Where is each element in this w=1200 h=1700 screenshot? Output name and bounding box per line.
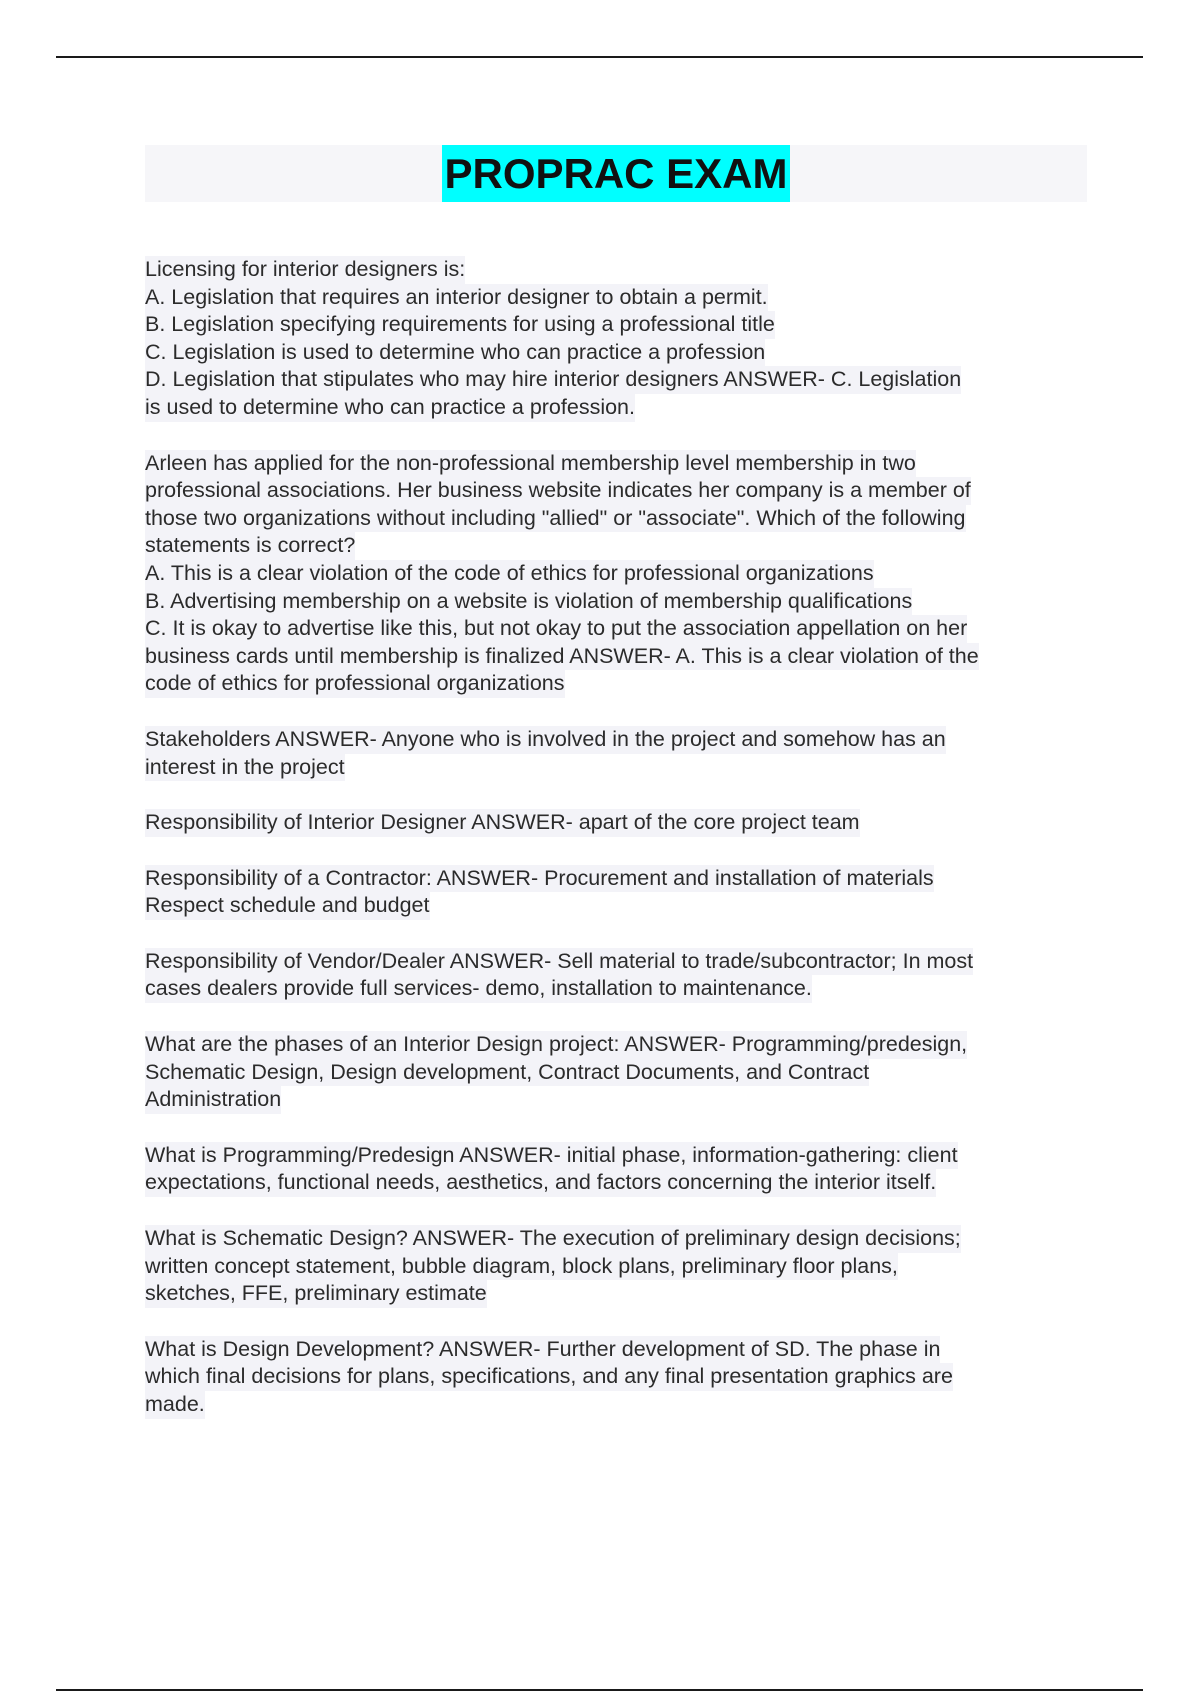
qa-item-contractor bbox=[145, 865, 1095, 920]
text-line: B. Advertising membership on a website is violation of membership qualifications bbox=[145, 588, 912, 616]
text-line: D. Legislation that stipulates who may hire interior designers ANSWER- C. Legislation bbox=[145, 366, 961, 394]
text-line: Respect schedule and budget bbox=[145, 892, 430, 920]
qa-item-phases bbox=[145, 1031, 1095, 1114]
text-line: A. Legislation that requires an interior designer to obtain a permit. bbox=[145, 284, 768, 312]
text-line: interest in the project bbox=[145, 754, 345, 782]
qa-item-stakeholders bbox=[145, 726, 1095, 781]
text-line: B. Legislation specifying requirements for using a professional title bbox=[145, 311, 775, 339]
text-line: Arleen has applied for the non-professional membership level membership in two bbox=[145, 450, 916, 478]
text-line: which final decisions for plans, specifications, and any final presentation graphics are bbox=[145, 1363, 953, 1391]
text-line: Stakeholders ANSWER- Anyone who is involved in the project and somehow has an bbox=[145, 726, 946, 754]
title-band bbox=[145, 145, 1087, 202]
text-line: Licensing for interior designers is: bbox=[145, 256, 465, 284]
text-line: is used to determine who can practice a profession. bbox=[145, 394, 635, 422]
text-line: Administration bbox=[145, 1086, 281, 1114]
qa-item-design-development bbox=[145, 1336, 1095, 1419]
qa-item-arleen bbox=[145, 450, 1095, 698]
text-line: A. This is a clear violation of the code of ethics for professional organizations bbox=[145, 560, 874, 588]
qa-item-programming bbox=[145, 1142, 1095, 1197]
text-line: professional associations. Her business website indicates her company is a member of bbox=[145, 477, 971, 505]
text-line: Responsibility of Vendor/Dealer ANSWER- Sell material to trade/subcontractor; In most bbox=[145, 948, 973, 976]
text-line: written concept statement, bubble diagram, block plans, preliminary floor plans, bbox=[145, 1253, 898, 1281]
text-line: made. bbox=[145, 1391, 205, 1419]
page-title: PROPRAC EXAM bbox=[442, 145, 789, 202]
text-line: What is Design Development? ANSWER- Further development of SD. The phase in bbox=[145, 1336, 940, 1364]
qa-item-vendor-dealer bbox=[145, 948, 1095, 1003]
text-line: statements is correct? bbox=[145, 532, 355, 560]
qa-item-licensing bbox=[145, 256, 1095, 422]
text-line: What are the phases of an Interior Design project: ANSWER- Programming/predesign, bbox=[145, 1031, 967, 1059]
text-line: Responsibility of a Contractor: ANSWER- Procurement and installation of materials bbox=[145, 865, 934, 893]
document-body bbox=[145, 256, 1095, 1447]
text-line: those two organizations without including "allied" or "associate". Which of the following bbox=[145, 505, 966, 533]
text-line: What is Schematic Design? ANSWER- The execution of preliminary design decisions; bbox=[145, 1225, 961, 1253]
text-line: C. Legislation is used to determine who can practice a profession bbox=[145, 339, 765, 367]
text-line: What is Programming/Predesign ANSWER- initial phase, information-gathering: client bbox=[145, 1142, 958, 1170]
text-line: expectations, functional needs, aesthetics, and factors concerning the interior itself. bbox=[145, 1169, 936, 1197]
text-line: business cards until membership is finalized ANSWER- A. This is a clear violation of the bbox=[145, 643, 979, 671]
qa-item-interior-designer bbox=[145, 809, 1095, 837]
text-line: cases dealers provide full services- demo, installation to maintenance. bbox=[145, 975, 812, 1003]
text-line: code of ethics for professional organizations bbox=[145, 670, 565, 698]
qa-item-schematic-design bbox=[145, 1225, 1095, 1308]
text-line: Schematic Design, Design development, Contract Documents, and Contract bbox=[145, 1059, 869, 1087]
text-line: Responsibility of Interior Designer ANSWER- apart of the core project team bbox=[145, 809, 860, 837]
bottom-rule bbox=[56, 1689, 1143, 1691]
text-line: sketches, FFE, preliminary estimate bbox=[145, 1280, 487, 1308]
top-rule bbox=[56, 56, 1143, 58]
text-line: C. It is okay to advertise like this, but not okay to put the association appellation on her bbox=[145, 615, 967, 643]
